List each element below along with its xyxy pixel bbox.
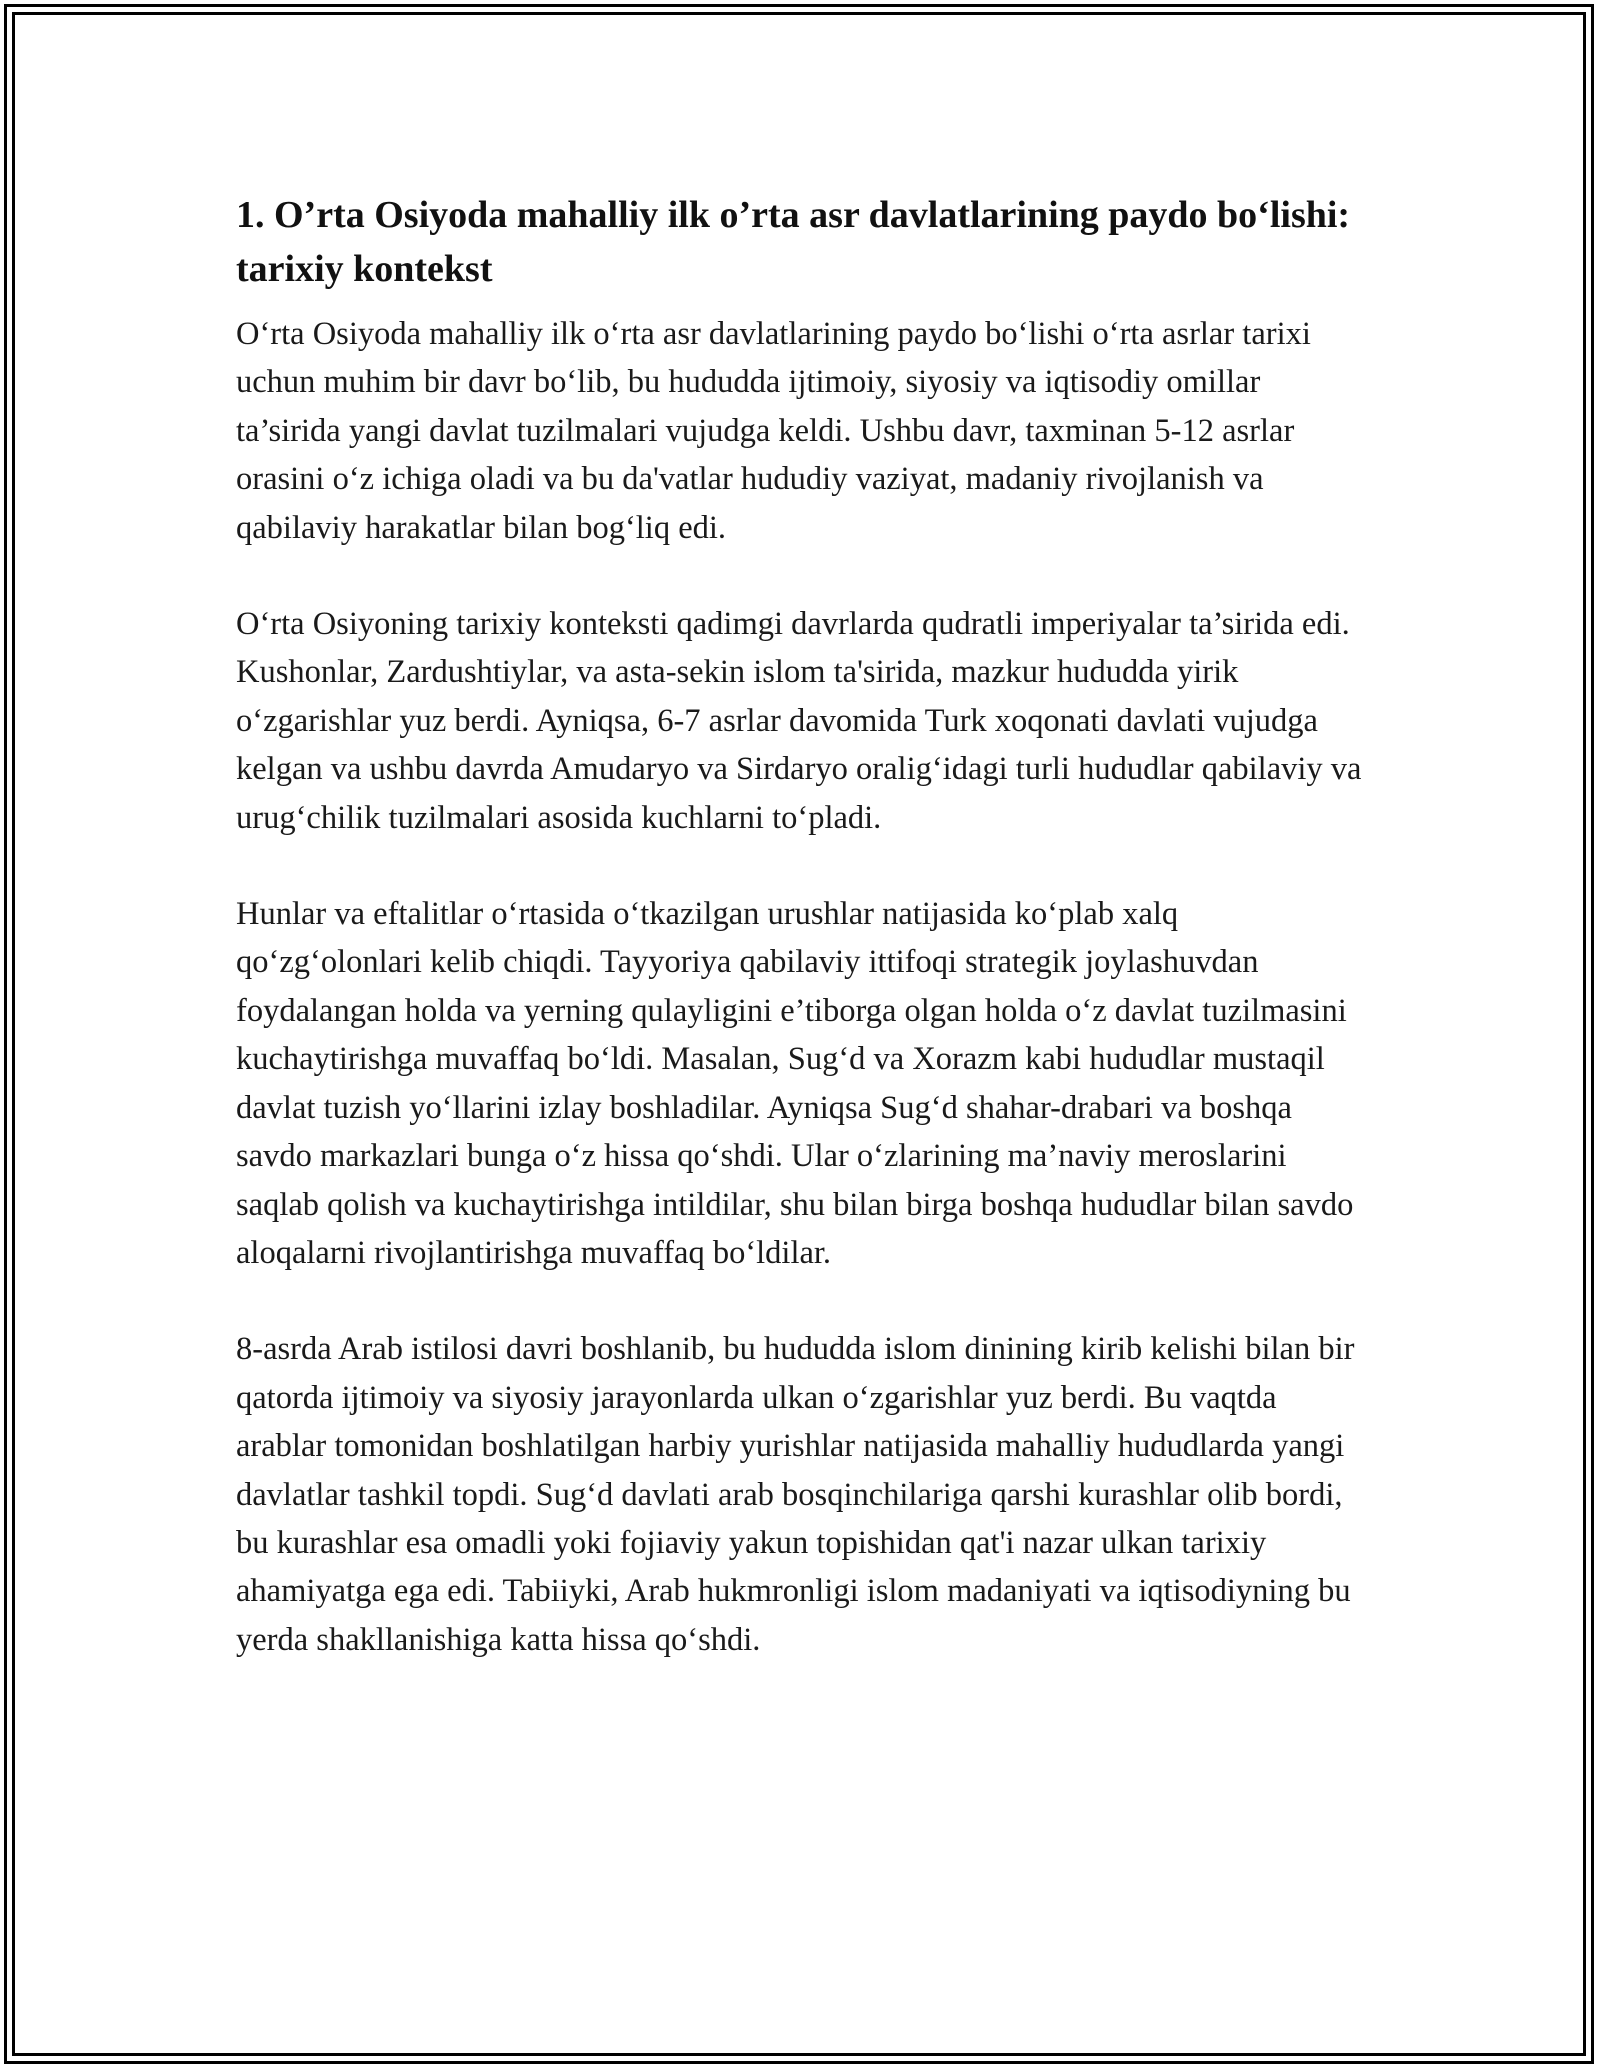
paragraph-4: 8-asrda Arab istilosi davri boshlanib, bu hududda islom dinining kirib kelishi bilan bir qatorda ijtimoiy va siyosiy jarayonlarda ulkan o‘zgarishlar yuz berdi. Bu vaqtda arablar tomonidan boshlatilgan harbiy yurishlar natijasida mahalliy hududlarda yangi davlatlar tashkil topdi. Sug‘d davlati arab bosqinchilariga qarshi kurashlar olib bordi, bu kurashlar esa omadli yoki fojiaviy yakun topishidan qat'i nazar ulkan tarixiy ahamiyatga ega edi. Tabiiyki, Arab hukmronligi islom madaniyati va iqtisodiyning bu yerda shakllanishiga katta hissa qo‘shdi. <box>236 1331 1355 1658</box>
paragraph-3: Hunlar va eftalitlar o‘rtasida o‘tkazilgan urushlar natijasida ko‘plab xalq qo‘zg‘olonlari kelib chiqdi. Tayyoriya qabilaviy ittifoqi strategik joylashuvdan foydalangan holda va yerning qulayligini e’tiborga olgan holda o‘z davlat tuzilmasini kuchaytirishga muvaffaq bo‘ldi. Masalan, Sug‘d va Xorazm kabi hududlar mustaqil davlat tuzish yo‘llarini izlay boshladilar. Ayniqsa Sug‘d shahar-drabari va boshqa savdo markazlari bunga o‘z hissa qo‘shdi. Ular o‘zlarining ma’naviy meroslarini saqlab qolish va kuchaytirishga intildilar, shu bilan birga boshqa hududlar bilan savdo aloqalarni rivojlantirishga muvaffaq bo‘ldilar. <box>236 896 1354 1271</box>
paragraph-2: O‘rta Osiyoning tarixiy konteksti qadimgi davrlarda qudratli imperiyalar ta’sirida edi. Kushonlar, Zardushtiylar, va asta-sekin islom ta'sirida, mazkur hududda yirik o‘zgarishlar yuz berdi. Ayniqsa, 6-7 asrlar davomida Turk xoqonati davlati vujudga kelgan va ushbu davrda Amudaryo va Sirdaryo oralig‘idagi turli hududlar qabilaviy va urug‘chilik tuzilmalari asosida kuchlarni to‘pladi. <box>236 606 1362 836</box>
paragraph-1: O‘rta Osiyoda mahalliy ilk o‘rta asr davlatlarining paydo bo‘lishi o‘rta asrlar tarixi uchun muhim bir davr bo‘lib, bu hududda ijtimoiy, siyosiy va iqtisodiy omillar ta’sirida yangi davlat tuzilmalari vujudga keldi. Ushbu davr, taxminan 5-12 asrlar orasini o‘z ichiga oladi va bu da'vatlar hududiy vaziyat, madaniy rivojlanish va qabilaviy harakatlar bilan bog‘liq edi. <box>236 316 1311 546</box>
document-body <box>236 188 1366 1712</box>
section-heading: 1. O’rta Osiyoda mahalliy ilk o’rta asr davlatlarining paydo bo‘lishi: tarixiy kontekst <box>236 194 1351 290</box>
